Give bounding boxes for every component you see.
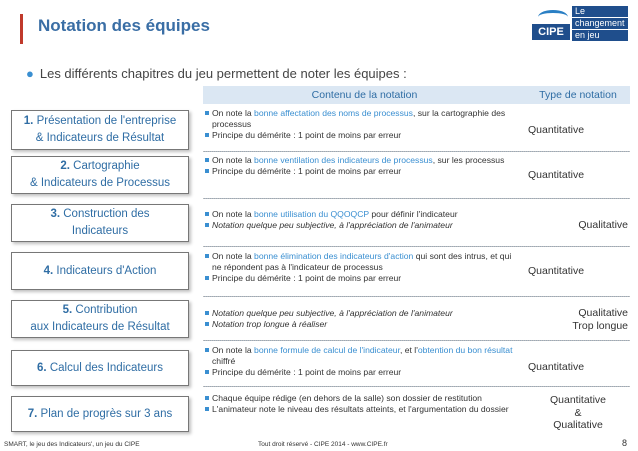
row-divider	[203, 198, 630, 199]
row-divider	[203, 151, 630, 152]
chapter-title: Plan de progrès sur 3 ans	[37, 407, 173, 420]
chapter-title: Contribution	[72, 304, 138, 316]
content-line: Principe du démérite : 1 point de moins par erreur	[205, 130, 523, 141]
logo-swoosh	[538, 10, 568, 24]
chapter-subtitle: & Indicateurs de Résultat	[35, 132, 165, 144]
notation-type-line: Qualitative	[553, 419, 603, 431]
chapter-subtitle: Indicateurs	[71, 225, 129, 237]
notation-content	[205, 345, 523, 379]
content-line: Notation quelque peu subjective, à l'appréciation de l'animateur	[205, 308, 523, 319]
chapter-subtitle: & Indicateurs de Processus	[30, 177, 170, 189]
content-line: Principe du démérite : 1 point de moins par erreur	[205, 166, 523, 177]
notation-type	[526, 307, 628, 332]
logo-tagline	[572, 6, 628, 42]
chapter-box	[11, 252, 189, 290]
chapter-number: 5.	[62, 304, 73, 316]
content-line: On note la bonne formule de calcul de l'indicateur, et l'obtention du bon résultat chiffré	[205, 345, 523, 367]
chapter-number: 2.	[60, 160, 70, 172]
notation-type	[528, 394, 628, 432]
chapter-box	[11, 350, 189, 386]
notation-type-line: &	[574, 406, 582, 419]
page-number: 8	[622, 438, 628, 448]
chapter-box	[11, 300, 189, 338]
row-divider	[203, 340, 630, 341]
intro-bullet	[26, 66, 407, 81]
chapter-title: Construction des	[60, 208, 150, 220]
notation-type: Quantitative	[528, 169, 585, 181]
bullet-icon: ●	[26, 66, 34, 81]
content-line: On note la bonne utilisation du QQOQCP pour définir l'indicateur	[205, 209, 523, 220]
content-line: Notation quelque peu subjective, à l'appréciation de l'animateur	[205, 220, 523, 231]
notation-type: Qualitative	[578, 219, 628, 231]
chapter-box	[11, 396, 189, 432]
logo-tagline-1: Le	[572, 6, 628, 17]
content-line: L'animateur note le niveau des résultats atteints, et l'argumentation du dossier	[205, 404, 523, 415]
chapter-subtitle: aux Indicateurs de Résultat	[30, 321, 170, 333]
footer-center: Tout droit réservé - CIPE 2014 - www.CIPE.fr	[258, 441, 388, 448]
chapter-title: Indicateurs d'Action	[53, 264, 157, 277]
row-divider	[203, 296, 630, 297]
notation-type-line: Qualitative	[578, 307, 628, 319]
cipe-logo	[532, 6, 628, 46]
content-line: On note la bonne ventilation des indicateurs de processus, sur les processus	[205, 155, 523, 166]
header-type: Type de notation	[526, 86, 630, 104]
logo-tagline-3: en jeu	[572, 30, 628, 41]
footer-left: SMART, le jeu des Indicateurs', un jeu du CIPE	[4, 441, 140, 448]
notation-type-line: Quantitative	[549, 394, 607, 406]
logo-brand: CIPE	[532, 24, 570, 40]
logo-tagline-2: changement	[572, 18, 628, 29]
content-line: On note la bonne affectation des noms de processus, sur la cartographie des processus	[205, 108, 523, 130]
notation-content	[205, 251, 523, 285]
chapter-number: 1.	[23, 115, 34, 127]
notation-type: Quantitative	[528, 265, 585, 277]
content-line: Notation trop longue à réaliser	[205, 319, 523, 330]
content-line: Principe du démérite : 1 point de moins par erreur	[205, 367, 523, 378]
notation-content	[205, 155, 523, 177]
chapter-box	[11, 204, 189, 242]
chapter-box	[11, 110, 189, 150]
chapter-number: 3.	[50, 208, 61, 220]
intro-text: Les différents chapitres du jeu permettent de noter les équipes :	[39, 66, 407, 81]
chapter-title: Calcul des Indicateurs	[46, 361, 163, 374]
content-line: Chaque équipe rédige (en dehors de la salle) son dossier de restitution	[205, 393, 523, 404]
chapter-box	[11, 156, 189, 194]
chapter-number: 7.	[27, 407, 38, 420]
notation-content	[205, 393, 523, 415]
row-divider	[203, 246, 630, 247]
notation-type-line: Trop longue	[572, 319, 628, 332]
row-divider	[203, 386, 630, 387]
chapter-number: 6.	[37, 361, 47, 374]
page-title: Notation des équipes	[38, 16, 210, 35]
chapter-title: Cartographie	[69, 160, 140, 172]
notation-content	[205, 308, 523, 330]
content-line: Principe du démérite : 1 point de moins par erreur	[205, 273, 523, 284]
content-line: On note la bonne élimination des indicateurs d'action qui sont des intrus, et qui ne répondent pas à l'indicateur de processus	[205, 251, 523, 273]
notation-type: Quantitative	[528, 124, 585, 136]
chapter-number: 4.	[43, 264, 54, 277]
notation-type: Quantitative	[528, 361, 585, 373]
header-content: Contenu de la notation	[203, 86, 526, 104]
notation-content	[205, 108, 523, 142]
chapter-title: Présentation de l'entreprise	[33, 115, 177, 127]
notation-content	[205, 209, 523, 231]
title-accent-bar	[20, 14, 23, 44]
